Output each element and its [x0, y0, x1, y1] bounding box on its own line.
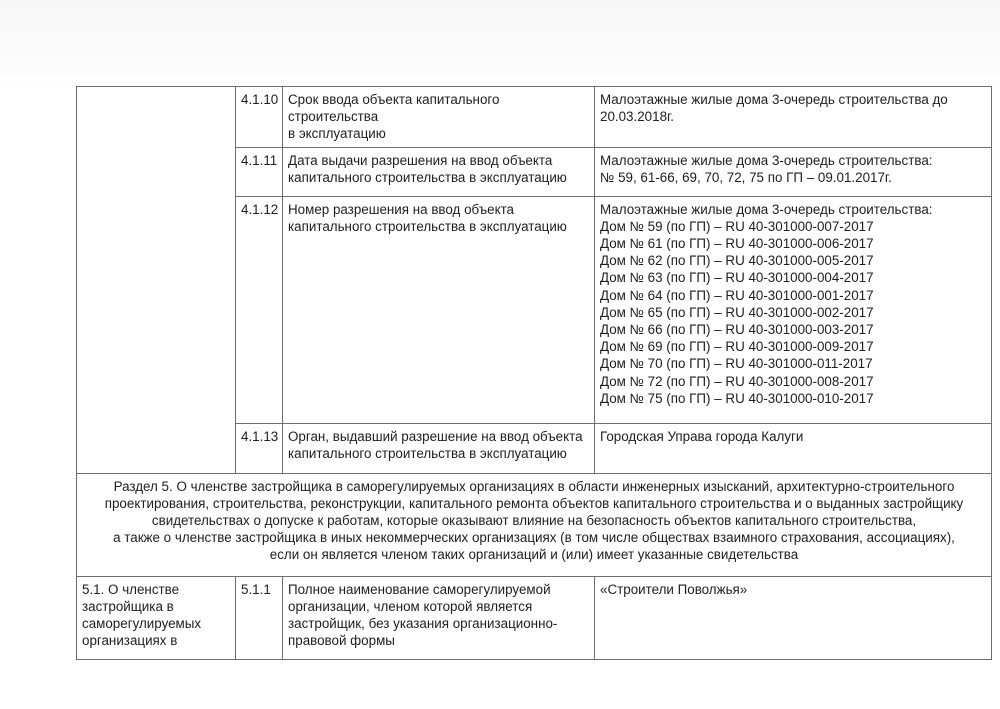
permit-entry: Дом № 69 (по ГП) – RU 40-301000-009-2017 — [600, 339, 874, 355]
item-number: 4.1.12 — [236, 196, 283, 423]
item-label: Номер разрешения на ввод объекта капитального строительства в эксплуатацию — [283, 196, 595, 423]
item-value: «Строители Поволжья» — [595, 576, 992, 659]
permit-entry: Дом № 66 (по ГП) – RU 40-301000-003-2017 — [600, 322, 874, 338]
item-value: Городская Управа города Калуги — [595, 423, 992, 473]
item-label: Орган, выдавший разрешение на ввод объекта капитального строительства в эксплуатацию — [283, 423, 595, 473]
permit-entry: Дом № 63 (по ГП) – RU 40-301000-004-2017 — [600, 270, 874, 286]
section-5-heading-row — [77, 473, 992, 576]
section-4-empty-cell — [77, 87, 236, 474]
table-row-5-1-1 — [77, 576, 992, 659]
section-5-heading: Раздел 5. О членстве застройщика в саморегулируемых организациях в области инженерных изысканий, архитектурно-строительного проектирования, строительства, реконструкции, капитального ремонта объектов капитального строительства и о выданных застройщику свидетельствах о допуске к работам, которые оказывают влияние на безопасность объектов капитального строительства, а также о членстве застройщика в иных некоммерческих организациях (в том числе обществах взаимного страхования, ассоциациях), если он является членом таких организаций и (или) имеет указанные свидетельства — [77, 473, 992, 576]
item-number: 4.1.10 — [236, 87, 283, 148]
permit-entry: Дом № 62 (по ГП) – RU 40-301000-005-2017 — [600, 253, 874, 269]
permit-entry: Дом № 61 (по ГП) – RU 40-301000-006-2017 — [600, 236, 874, 252]
item-label: Полное наименование саморегулируемой организации, членом которой является застройщик, без указания организационно- правовой формы — [283, 576, 595, 659]
item-value: Малоэтажные жилые дома 3-очередь строительства: № 59, 61-66, 69, 70, 72, 75 по ГП – 09.01.2017г. — [595, 147, 992, 196]
permit-entry: Дом № 65 (по ГП) – RU 40-301000-002-2017 — [600, 304, 874, 320]
permit-entry: Дом № 59 (по ГП) – RU 40-301000-007-2017 — [600, 218, 874, 234]
permit-entry: Дом № 75 (по ГП) – RU 40-301000-010-2017 — [600, 390, 874, 406]
permit-entry: Дом № 70 (по ГП) – RU 40-301000-011-2017 — [600, 356, 873, 372]
permit-entry: Дом № 72 (по ГП) – RU 40-301000-008-2017 — [600, 373, 874, 389]
item-value: Малоэтажные жилые дома 3-очередь строительства до 20.03.2018г. — [595, 87, 992, 148]
subsection-5-1-title: 5.1. О членстве застройщика в саморегулируемых организациях в — [77, 576, 236, 659]
item-number: 5.1.1 — [236, 576, 283, 659]
item-number: 4.1.13 — [236, 423, 283, 473]
item-label: Дата выдачи разрешения на ввод объекта капитального строительства в эксплуатацию — [283, 147, 595, 196]
item-number: 4.1.11 — [236, 147, 283, 196]
item-label: Срок ввода объекта капитального строительства в эксплуатацию — [283, 87, 595, 148]
table-row-4-1-10 — [77, 87, 992, 148]
permits-header: Малоэтажные жилые дома 3-очередь строительства: — [600, 201, 933, 217]
declaration-table — [76, 86, 992, 660]
item-value — [595, 196, 992, 423]
permit-entry: Дом № 64 (по ГП) – RU 40-301000-001-2017 — [600, 287, 874, 303]
